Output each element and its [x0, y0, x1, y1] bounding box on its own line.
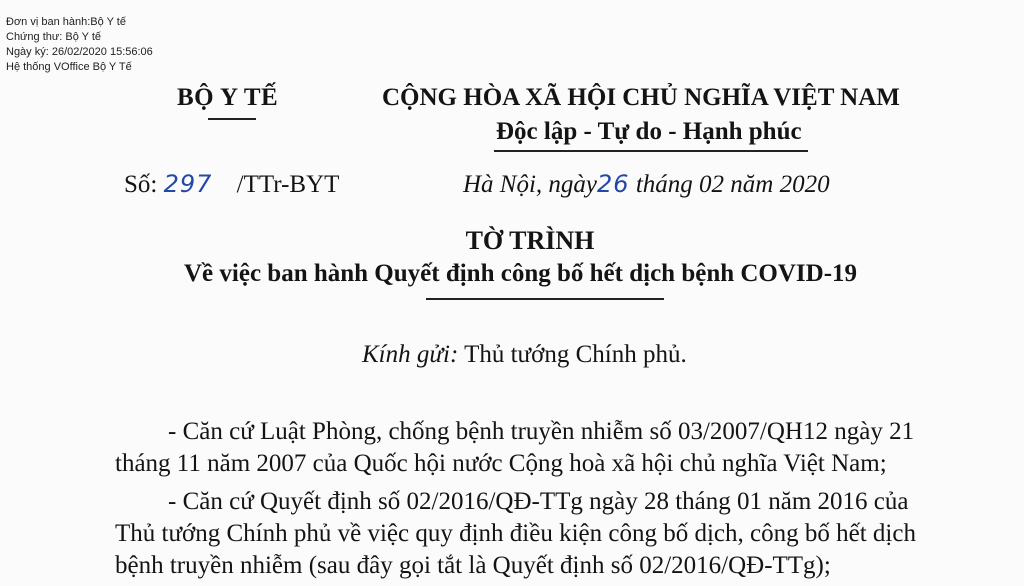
- doc-number-suffix: /TTr-BYT: [236, 171, 340, 198]
- national-title: CỘNG HÒA XÃ HỘI CHỦ NGHĨA VIỆT NAM: [382, 84, 900, 111]
- subject-underline: [426, 298, 664, 300]
- place-and-date: [463, 170, 830, 199]
- document-number: [124, 170, 339, 199]
- digital-signature-stamp: [6, 15, 153, 75]
- place-date-suffix: tháng 02 năm 2020: [635, 171, 830, 198]
- paragraph-line: - Căn cứ Quyết định số 02/2016/QĐ-TTg ngày 28 tháng 01 năm 2016 của: [168, 488, 909, 515]
- document-subject: Về việc ban hành Quyết định công bố hết dịch bệnh COVID-19: [184, 260, 858, 287]
- recipient-label: Kính gửi:: [362, 341, 459, 368]
- agency-underline: [208, 118, 256, 120]
- date-day-handwritten: 26: [597, 170, 630, 198]
- recipient-line: [362, 341, 687, 369]
- document-title: TỜ TRÌNH: [465, 226, 595, 255]
- national-motto: Độc lập - Tự do - Hạnh phúc: [496, 118, 802, 145]
- doc-number-handwritten: 297: [163, 170, 213, 198]
- paragraph-line: Thủ tướng Chính phủ về việc quy định điều kiện công bố dịch, công bố hết dịch: [115, 520, 916, 547]
- paragraph-legal-basis-2: [115, 486, 945, 582]
- stamp-issuer: Đơn vị ban hành:Bộ Y tế: [6, 16, 126, 28]
- stamp-signed-date: Ngày ký: 26/02/2020 15:56:06: [6, 46, 153, 58]
- stamp-system: Hệ thống VOffice Bộ Y Tế: [6, 61, 132, 73]
- recipient-name: Thủ tướng Chính phủ.: [464, 341, 687, 368]
- place-date-prefix: Hà Nội, ngày: [463, 171, 598, 198]
- motto-underline: [494, 150, 808, 152]
- paragraph-line: tháng 11 năm 2007 của Quốc hội nước Cộng hoà xã hội chủ nghĩa Việt Nam;: [115, 450, 887, 477]
- stamp-certificate: Chứng thư: Bộ Y tế: [6, 31, 102, 43]
- issuing-agency: BỘ Y TẾ: [177, 84, 279, 111]
- paragraph-line: - Căn cứ Luật Phòng, chống bệnh truyền nhiễm số 03/2007/QH12 ngày 21: [168, 418, 915, 445]
- paragraph-legal-basis-1: [115, 416, 945, 480]
- doc-number-label: Số:: [124, 171, 158, 198]
- paragraph-line: bệnh truyền nhiễm (sau đây gọi tắt là Quyết định số 02/2016/QĐ-TTg);: [115, 552, 831, 579]
